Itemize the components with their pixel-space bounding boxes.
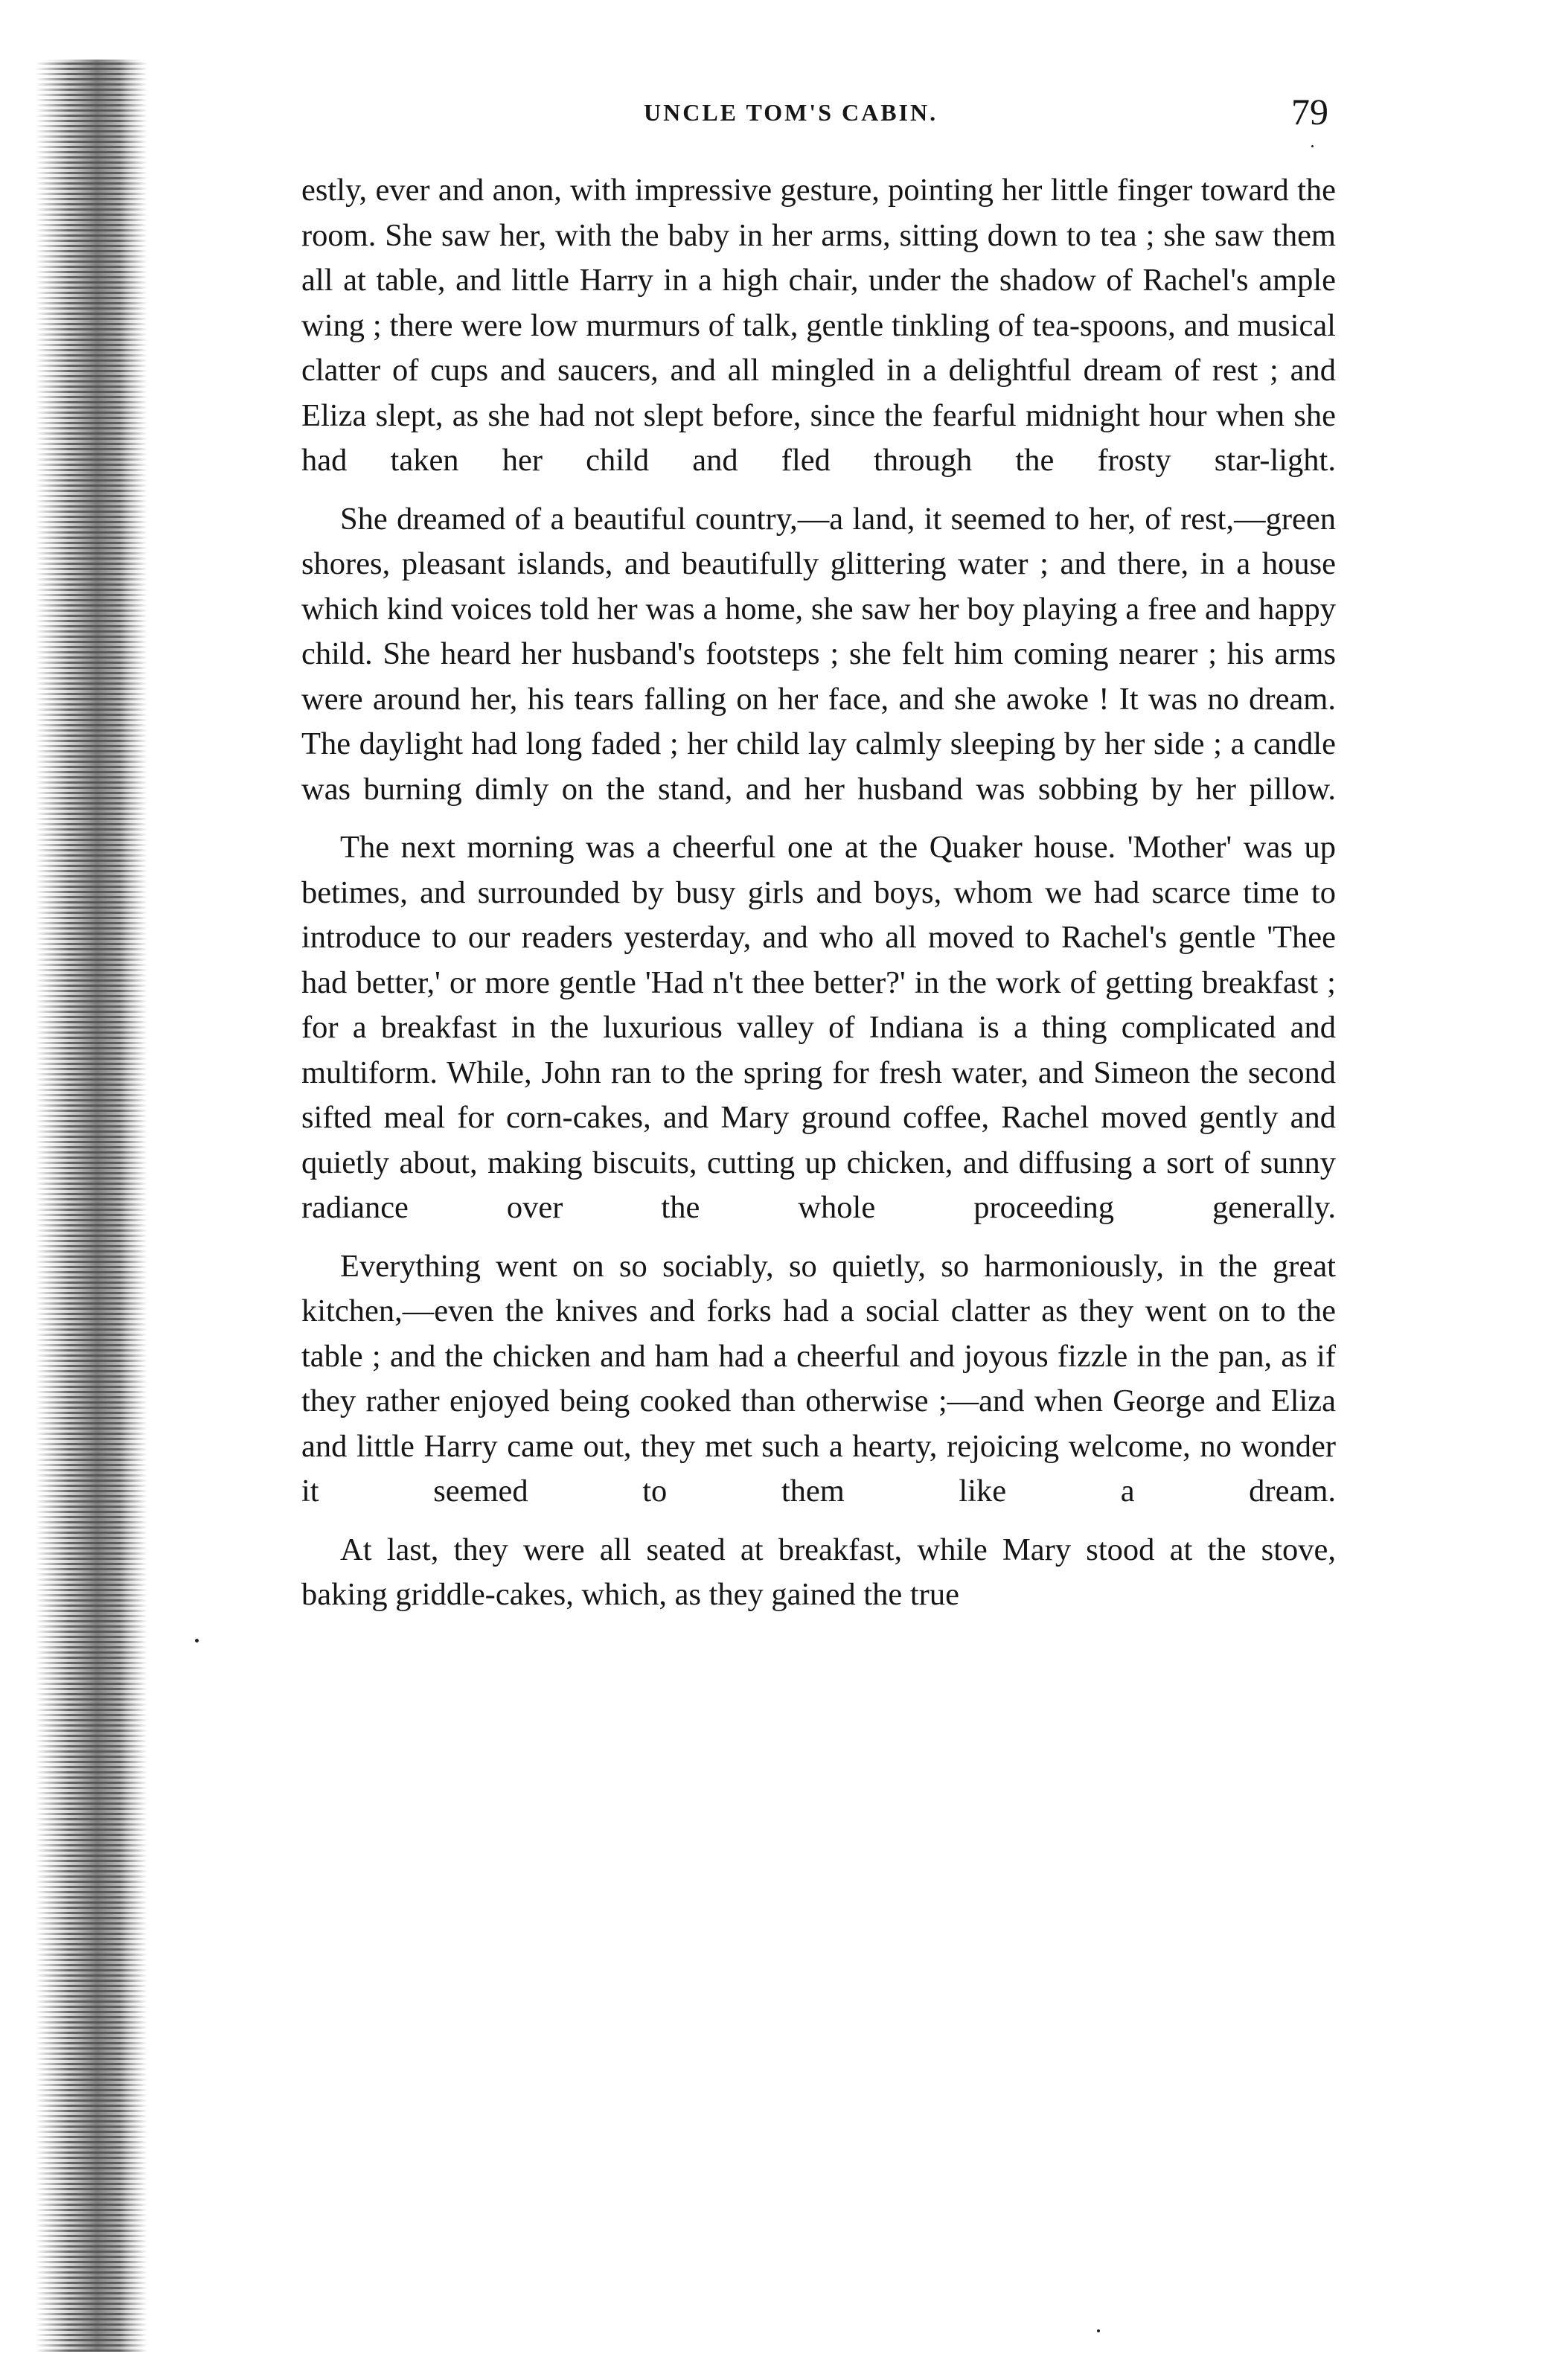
page-header (301, 93, 1343, 145)
running-title: UNCLE TOM'S CABIN. (644, 99, 938, 126)
print-speck (1311, 145, 1314, 147)
paragraph-3: The next morning was a cheerful one at the Quaker house. 'Mother' was up betimes, and surrounded by busy girls and boys, whom we had scarce time to introduce to our readers yesterday, and who all moved to Rachel's gentle 'Thee had better,' or more gentle 'Had n't thee better?' in the work of getting breakfast ; for a breakfast in the luxurious valley of Indiana is a thing complicated and multiform. While, John ran to the spring for fresh water, and Simeon the second sifted meal for corn-cakes, and Mary ground coffee, Rachel moved gently and quietly about, making biscuits, cutting up chicken, and diffusing a sort of sunny radiance over the whole proceeding generally. (301, 830, 1336, 1225)
print-speck (195, 1639, 199, 1642)
print-speck (1097, 2329, 1100, 2332)
page-binding-edge (36, 60, 147, 2352)
body-text (301, 168, 1336, 1631)
paragraph-2: She dreamed of a beautiful country,—a land, it seemed to her, of rest,—green shores, pleasant islands, and beautifully glittering water ; and there, in a house which kind voices told her was a home, she saw her boy playing a free and happy child. She heard her husband's footsteps ; she felt him coming nearer ; his arms were around her, his tears falling on her face, and she awoke ! It was no dream. The daylight had long faded ; her child lay calmly sleeping by her side ; a candle was burning dimly on the stand, and her husband was sobbing by her pillow. (301, 501, 1336, 807)
paragraph-4: Everything went on so sociably, so quietly, so harmoniously, in the great kitchen,—even the knives and forks had a social clatter as they went on to the table ; and the chicken and ham had a cheerful and joyous fizzle in the pan, as if they rather enjoyed being cooked than otherwise ;—and when George and Eliza and little Harry came out, they met such a hearty, rejoicing welcome, no wonder it seemed to them like a dream. (301, 1248, 1336, 1509)
page-number: 79 (1291, 91, 1328, 132)
paragraph-5: At last, they were all seated at breakfast, while Mary stood at the stove, baking griddle-cakes, which, as they gained the true (301, 1532, 1336, 1612)
paragraph-1: estly, ever and anon, with impressive gesture, pointing her little finger toward the room. She saw her, with the baby in her arms, sitting down to tea ; she saw them all at table, and little Harry in a high chair, under the shadow of Rachel's ample wing ; there were low murmurs of talk, gentle tinkling of tea-spoons, and musical clatter of cups and saucers, and all mingled in a delightful dream of rest ; and Eliza slept, as she had not slept before, since the fearful midnight hour when she had taken her child and fled through the frosty star-light. (301, 173, 1336, 478)
